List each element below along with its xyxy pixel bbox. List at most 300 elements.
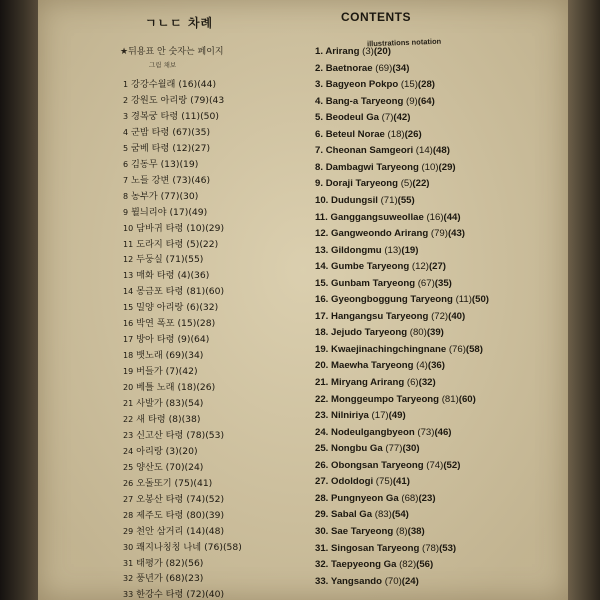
notation-page: (32) — [418, 377, 436, 388]
notation-page: (43) — [447, 228, 465, 240]
illustration-page: (11) — [455, 294, 472, 306]
item-number: 11 — [123, 239, 134, 249]
list-item — [123, 539, 242, 553]
notation-page: (28) — [417, 79, 435, 91]
item-title: 박연 폭포 — [136, 318, 175, 330]
item-title: Cheonan Samgeori — [325, 145, 414, 157]
item-number: 29. — [315, 509, 329, 521]
list-item — [315, 311, 465, 322]
list-item — [315, 543, 456, 554]
item-number: 1. — [315, 46, 324, 57]
list-item — [315, 228, 465, 239]
list-item — [123, 395, 203, 409]
notation-page: (27) — [428, 261, 446, 273]
item-pages: (82)(56) — [165, 557, 204, 569]
item-pages: (81)(60) — [186, 286, 225, 298]
list-item — [123, 347, 203, 361]
illustration-page: (70) — [384, 575, 402, 587]
list-item — [123, 251, 203, 265]
list-item — [123, 140, 210, 154]
item-number: 5. — [315, 112, 324, 124]
notation-page: (34) — [392, 62, 410, 74]
item-number: 20. — [315, 360, 329, 372]
notation-page: (54) — [391, 509, 409, 521]
item-number: 13 — [123, 271, 134, 281]
item-number: 9 — [123, 207, 129, 217]
item-title: Gangweondo Arirang — [331, 228, 429, 240]
item-title: Singosan Taryeong — [331, 542, 420, 554]
list-item — [315, 294, 489, 305]
item-title: Yangsando — [330, 575, 383, 587]
item-pages: (8)(38) — [168, 413, 201, 425]
item-number: 8. — [315, 161, 324, 173]
item-number: 18 — [123, 351, 134, 361]
item-number: 19. — [315, 343, 329, 355]
item-number: 9. — [315, 178, 324, 190]
list-item — [315, 377, 436, 388]
item-title: 군밤 타령 — [131, 126, 170, 138]
list-item — [315, 63, 409, 74]
item-pages: (10)(29) — [186, 222, 225, 234]
item-number: 6 — [123, 159, 129, 169]
notation-page: (30) — [402, 443, 420, 455]
list-item — [123, 188, 198, 202]
list-item — [315, 427, 452, 438]
list-item — [123, 204, 207, 218]
item-number: 10. — [315, 194, 329, 206]
item-number: 11. — [315, 211, 328, 223]
list-item — [315, 576, 419, 587]
notation-page: (56) — [416, 559, 434, 571]
item-title: Gildongmu — [331, 244, 382, 256]
item-title: 두둥실 — [136, 254, 163, 266]
list-item — [315, 79, 435, 90]
list-item — [123, 507, 224, 521]
item-title: Beteul Norae — [325, 128, 385, 140]
item-pages: (5)(22) — [186, 238, 219, 250]
item-title: Arirang — [325, 46, 360, 57]
item-number: 4 — [123, 127, 129, 137]
item-title: Dudungsil — [331, 194, 378, 206]
list-item — [315, 509, 409, 520]
item-pages: (18)(26) — [177, 382, 216, 394]
item-number: 3. — [315, 79, 324, 91]
list-item — [123, 555, 203, 569]
notation-page: (38) — [407, 525, 425, 537]
item-title: 굼베 타령 — [131, 142, 170, 154]
item-number: 1 — [123, 80, 129, 89]
item-title: Doraji Taryeong — [325, 178, 399, 190]
illustration-page: (13) — [384, 244, 402, 256]
page-number-note: ★뒤용표 안 숫자는 페이지 — [120, 47, 224, 57]
item-title: Obongsan Taryeong — [331, 459, 424, 471]
notation-page: (41) — [392, 476, 410, 488]
item-pages: (12)(27) — [172, 142, 211, 154]
list-item — [315, 443, 420, 454]
list-item — [123, 379, 215, 393]
notation-page: (53) — [439, 542, 457, 554]
item-number: 30. — [315, 525, 329, 537]
list-item — [315, 112, 410, 123]
item-number: 28 — [123, 510, 134, 520]
illustration-page: (79) — [430, 228, 448, 240]
item-title: 사발가 — [136, 398, 163, 409]
item-pages: (6)(32) — [186, 302, 219, 314]
illustration-page: (15) — [400, 79, 418, 91]
item-title: 농부가 — [131, 190, 158, 202]
item-number: 23 — [123, 430, 134, 440]
list-item — [123, 92, 224, 106]
item-title: Odoldogi — [331, 476, 374, 488]
notation-page: (24) — [401, 575, 419, 587]
list-item — [123, 172, 210, 186]
item-title: 몽금포 타령 — [136, 286, 184, 298]
list-item — [123, 220, 224, 234]
notation-page: (55) — [397, 194, 415, 206]
illustration-page: (81) — [441, 393, 459, 405]
list-item — [315, 46, 391, 57]
list-item — [315, 360, 445, 371]
item-pages: (4)(36) — [177, 270, 210, 282]
list-item — [315, 410, 406, 421]
item-pages: (14)(48) — [186, 525, 225, 537]
list-item — [123, 459, 203, 473]
item-number: 13. — [315, 244, 329, 256]
list-item — [315, 129, 422, 140]
item-number: 31. — [315, 542, 329, 554]
item-title: 버들가 — [136, 366, 163, 378]
item-title: 강강수월래 — [131, 79, 176, 90]
list-item — [315, 162, 456, 173]
illustration-page: (5) — [400, 178, 413, 190]
item-number: 24. — [315, 426, 329, 438]
list-item — [123, 315, 215, 329]
list-item — [123, 523, 224, 537]
item-title: 베틀 노래 — [136, 382, 175, 394]
item-pages: (67)(35) — [172, 126, 211, 138]
item-number: 12 — [123, 255, 134, 265]
item-number: 10 — [123, 223, 134, 233]
item-number: 3 — [123, 111, 129, 121]
notation-page: (49) — [388, 410, 406, 422]
list-item — [315, 394, 476, 405]
notation-page: (23) — [418, 492, 436, 504]
notation-page: (46) — [434, 426, 452, 438]
item-number: 28. — [315, 492, 329, 504]
item-title: Gumbe Taryeong — [331, 261, 410, 273]
list-item — [315, 145, 450, 156]
list-item — [315, 96, 435, 107]
item-title: Gunbam Taryeong — [331, 277, 416, 289]
item-number: 27. — [315, 476, 329, 488]
item-title: 매화 타령 — [136, 270, 175, 282]
item-number: 18. — [315, 327, 329, 339]
notation-page: (52) — [443, 459, 461, 471]
illustration-page: (18) — [387, 128, 405, 140]
list-item — [315, 178, 429, 189]
item-pages: (68)(23) — [165, 573, 204, 585]
notation-page: (60) — [458, 393, 476, 405]
item-number: 30 — [123, 542, 134, 552]
item-number: 4. — [315, 95, 324, 107]
item-pages: (74)(52) — [186, 493, 225, 505]
illustration-page: (83) — [374, 509, 392, 521]
item-number: 21. — [315, 377, 329, 388]
illustration-page: (77) — [385, 443, 403, 455]
list-item — [315, 278, 452, 289]
item-number: 7. — [315, 145, 324, 157]
list-item — [123, 124, 210, 138]
notation-page: (58) — [465, 343, 483, 355]
item-pages: (72)(40) — [186, 589, 225, 600]
list-item — [123, 443, 198, 457]
item-title: 뱃노래 — [136, 350, 163, 362]
illustration-page: (12) — [411, 261, 429, 273]
notation-page: (42) — [393, 112, 411, 124]
item-title: Monggeumpo Taryeong — [331, 393, 440, 405]
item-title: Hangangsu Taryeong — [331, 310, 429, 322]
item-title: 한강수 타령 — [136, 589, 184, 600]
item-number: 32 — [123, 574, 134, 584]
item-title: 아리랑 — [136, 445, 163, 457]
item-number: 5 — [123, 143, 129, 153]
list-item — [315, 460, 460, 471]
illustration-page: (74) — [426, 459, 444, 471]
list-item — [315, 344, 483, 355]
item-title: Pungnyeon Ga — [331, 492, 399, 504]
item-pages: (77)(30) — [160, 190, 199, 202]
list-item — [123, 236, 218, 250]
item-pages: (3)(20) — [165, 445, 198, 457]
column-subheader: 그림 채보 — [149, 61, 177, 69]
item-title: 김동무 — [131, 158, 158, 170]
item-title: 신고산 타령 — [136, 429, 184, 441]
illustration-page: (68) — [401, 492, 419, 504]
item-number: 25 — [123, 462, 134, 472]
item-title: Kwaejinachingchingnane — [331, 343, 447, 355]
item-title: Baetnorae — [325, 62, 373, 74]
notation-page: (20) — [373, 46, 391, 57]
item-number: 8 — [123, 191, 129, 201]
item-title: 양산도 — [136, 461, 163, 473]
list-item — [123, 299, 218, 313]
item-number: 15 — [123, 303, 134, 313]
item-number: 22. — [315, 393, 329, 405]
list-item — [123, 570, 203, 584]
item-number: 33 — [123, 590, 134, 600]
list-item — [315, 327, 444, 338]
notation-page: (50) — [471, 294, 489, 306]
illustration-page: (4) — [416, 360, 428, 372]
item-pages: (16)(44) — [178, 79, 217, 90]
illustration-page: (16) — [426, 211, 444, 223]
item-title: Bang-a Taryeong — [325, 95, 404, 107]
item-pages: (73)(46) — [172, 174, 211, 186]
item-number: 33. — [315, 575, 329, 587]
illustration-page: (78) — [422, 542, 440, 554]
page-edge-shadow — [568, 0, 600, 600]
item-title: Nongbu Ga — [331, 443, 383, 455]
item-title: Bagyeon Pokpo — [325, 79, 399, 91]
item-title: Sae Taryeong — [331, 525, 394, 537]
item-title: 강원도 아리랑 — [131, 94, 188, 106]
item-title: 풍년가 — [136, 573, 163, 585]
illustration-page: (14) — [415, 145, 433, 157]
item-number: 14. — [315, 261, 329, 273]
item-title: Nilniriya — [331, 410, 369, 422]
item-number: 19 — [123, 367, 134, 377]
illustration-page: (69) — [375, 62, 393, 74]
item-number: 25. — [315, 443, 329, 455]
list-item — [315, 212, 461, 223]
list-item — [315, 559, 433, 570]
item-number: 21 — [123, 399, 134, 408]
item-title: Dambagwi Taryeong — [325, 161, 419, 173]
item-title: 밀양 아리랑 — [136, 302, 184, 314]
item-number: 20 — [123, 383, 134, 393]
illustration-page: (6) — [406, 377, 419, 388]
item-pages: (75)(41) — [174, 477, 213, 489]
item-title: Beodeul Ga — [325, 112, 379, 124]
list-item — [123, 586, 224, 600]
notation-page: (40) — [448, 310, 466, 322]
item-title: Nodeulgangbyeon — [331, 426, 415, 438]
column-header: illustrations notation — [366, 36, 442, 49]
item-pages: (80)(39) — [186, 509, 225, 521]
illustration-page: (73) — [417, 426, 435, 438]
item-title: 경복궁 타령 — [131, 110, 179, 122]
item-number: 2 — [123, 95, 129, 105]
item-title: 방아 타령 — [136, 334, 175, 346]
item-number: 12. — [315, 228, 329, 240]
notation-page: (26) — [404, 128, 422, 140]
item-pages: (69)(34) — [165, 350, 204, 362]
item-pages: (9)(64) — [177, 334, 210, 346]
list-item — [123, 283, 224, 297]
list-item — [315, 245, 418, 256]
list-item — [315, 476, 410, 487]
item-number: 32. — [315, 559, 329, 571]
item-title: 새 타령 — [136, 413, 166, 425]
item-pages: (83)(54) — [165, 398, 204, 409]
list-item — [315, 195, 415, 206]
notation-page: (39) — [426, 327, 444, 339]
item-number: 17. — [315, 310, 329, 322]
item-title: 제주도 타령 — [136, 509, 184, 521]
item-pages: (78)(53) — [186, 429, 225, 441]
book-spine-shadow — [0, 0, 40, 600]
item-title: 도라지 타령 — [136, 238, 184, 250]
item-title: 오돌또기 — [136, 477, 172, 489]
item-title: 노들 강변 — [131, 174, 170, 186]
list-item — [123, 491, 224, 505]
item-number: 17 — [123, 335, 134, 345]
item-pages: (17)(49) — [169, 206, 208, 218]
illustration-page: (8) — [395, 525, 408, 537]
korean-contents-title: ㄱㄴㄷ 차례 — [145, 16, 214, 30]
illustration-page: (75) — [375, 476, 393, 488]
item-number: 23. — [315, 410, 329, 422]
list-item — [123, 76, 216, 90]
item-title: 쾌지나칭칭 나네 — [136, 541, 202, 553]
notation-page: (48) — [432, 145, 450, 157]
list-item — [123, 331, 209, 345]
item-title: 오봉산 타령 — [136, 493, 184, 505]
item-pages: (7)(42) — [165, 366, 198, 378]
list-item — [123, 108, 219, 122]
illustration-page: (10) — [421, 161, 439, 173]
list-item — [123, 267, 209, 281]
notation-page: (36) — [427, 360, 445, 372]
english-contents-title: CONTENTS — [341, 10, 411, 24]
item-number: 26. — [315, 459, 329, 471]
item-number: 6. — [315, 128, 324, 140]
item-pages: (11)(50) — [181, 110, 219, 122]
item-title: 태평가 — [136, 557, 163, 569]
illustration-page: (3) — [362, 46, 374, 57]
item-title: Sabal Ga — [331, 509, 373, 521]
item-number: 7 — [123, 175, 129, 185]
notation-page: (35) — [434, 277, 452, 289]
item-number: 15. — [315, 277, 329, 289]
list-item — [123, 427, 224, 441]
item-title: 뷜늬리야 — [131, 206, 167, 218]
item-title: Jejudo Taryeong — [331, 327, 408, 339]
item-number: 24 — [123, 446, 134, 456]
item-pages: (70)(24) — [165, 461, 204, 473]
notation-page: (22) — [412, 178, 430, 190]
illustration-page: (80) — [409, 327, 427, 339]
item-number: 16 — [123, 319, 134, 329]
list-item — [315, 261, 446, 272]
notation-page: (64) — [417, 95, 435, 107]
item-number: 31 — [123, 558, 134, 568]
item-title: Taepyeong Ga — [331, 559, 397, 571]
item-pages: (76)(58) — [204, 541, 242, 553]
list-item — [123, 475, 212, 489]
item-title: Ganggangsuweollae — [330, 211, 424, 223]
item-pages: (79)(43 — [190, 94, 225, 106]
illustration-page: (9) — [406, 95, 418, 107]
illustration-page: (82) — [399, 559, 417, 571]
illustration-page: (76) — [448, 343, 466, 355]
item-title: Miryang Arirang — [331, 377, 405, 388]
item-number: 22 — [123, 414, 134, 424]
item-number: 26 — [123, 478, 134, 488]
item-number: 14 — [123, 287, 134, 297]
list-item — [315, 526, 425, 537]
illustration-page: (72) — [431, 310, 449, 322]
item-title: 담바귀 타령 — [136, 222, 184, 234]
illustration-page: (7) — [381, 112, 394, 124]
item-pages: (71)(55) — [165, 254, 204, 266]
notation-page: (29) — [438, 161, 456, 173]
item-pages: (13)(19) — [160, 158, 199, 170]
list-item — [123, 363, 198, 377]
notation-page: (44) — [443, 211, 461, 223]
illustration-page: (67) — [417, 277, 435, 289]
item-number: 27 — [123, 494, 134, 504]
item-number: 16. — [315, 294, 329, 306]
list-item — [123, 411, 200, 425]
item-title: Gyeongboggung Taryeong — [331, 294, 453, 306]
item-pages: (15)(28) — [177, 318, 216, 330]
item-number: 2. — [315, 62, 324, 74]
illustration-page: (17) — [371, 410, 389, 422]
item-number: 29 — [123, 526, 134, 536]
item-title: 천안 삼거리 — [136, 525, 184, 537]
list-item — [123, 156, 198, 170]
